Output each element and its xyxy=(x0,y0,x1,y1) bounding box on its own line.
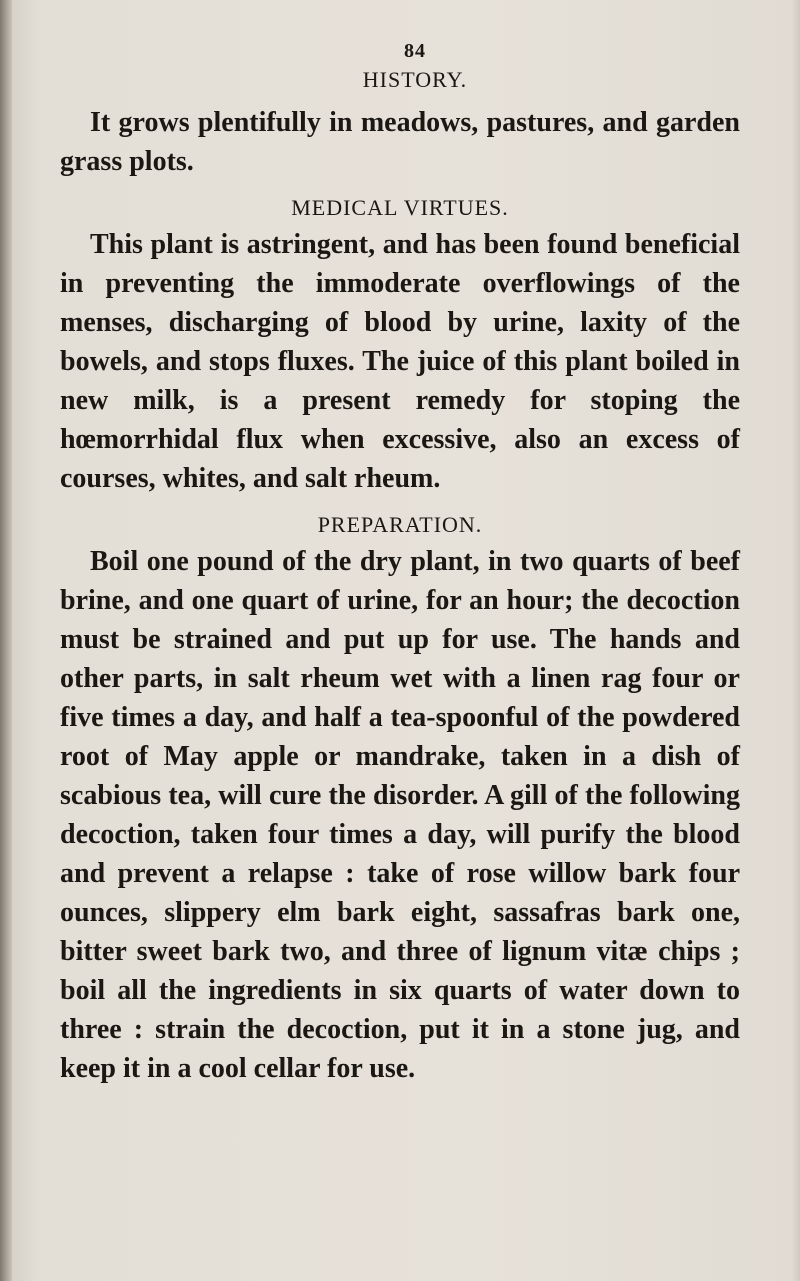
preparation-paragraph: Boil one pound of the dry plant, in two quarts of beef brine, and one quart of urine, for an hour; the decoction must be strained and put up for use. The hands and other parts, in salt rheum wet with a linen rag four or five times a day, and half a tea-spoonful of the powdered root of May apple or mandrake, taken in a dish of scabious tea, will cure the disorder. A gill of the following decoction, taken four times a day, will purify the blood and prevent a relapse : take of rose willow bark four ounces, slippery elm bark eight, sassafras bark one, bitter sweet bark two, and three of lignum vitæ chips ; boil all the ingredients in six quarts of water down to three : strain the decoction, put it in a stone jug, and keep it in a cool cellar for use. xyxy=(60,546,740,1084)
page-number: 84 xyxy=(404,40,426,62)
running-head: HISTORY. xyxy=(362,67,468,92)
medical-virtues-paragraph: This plant is astringent, and has been found beneficial in preventing the immoderate overflowings of the menses, discharging of blood by urine, laxity of the bowels, and stops fluxes. The juice of this plant boiled in new milk, is a present remedy for stoping the hœmorrhidal flux when excessive, also an excess of courses, whites, and salt rheum. xyxy=(60,229,740,494)
page-content xyxy=(60,40,740,1088)
book-spine-shadow xyxy=(0,0,12,1281)
page-edge xyxy=(792,0,800,1281)
section-heading-preparation: PREPARATION. xyxy=(317,512,483,537)
section-heading-medical-virtues: MEDICAL VIRTUES. xyxy=(291,195,509,220)
history-paragraph: It grows plentifully in meadows, pastures, and garden grass plots. xyxy=(60,107,740,177)
